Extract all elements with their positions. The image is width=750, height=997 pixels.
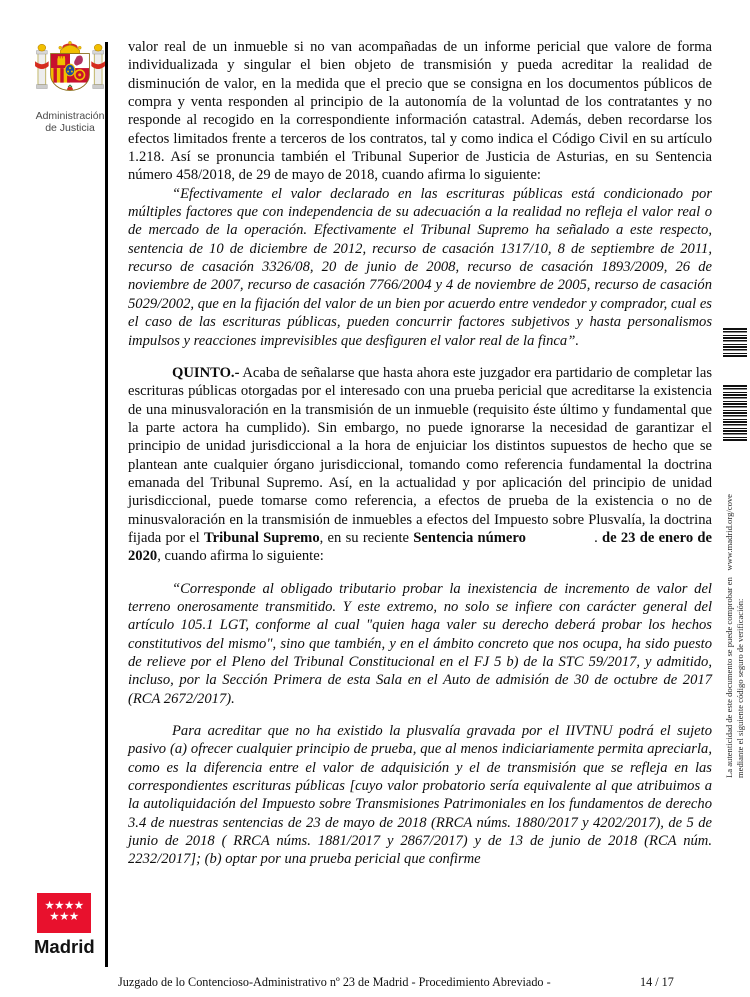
paragraph-run-bold: de 23 de enero de 2020 bbox=[128, 529, 713, 565]
paragraph bbox=[128, 580, 712, 708]
madrid-logo bbox=[30, 893, 110, 958]
margin-divider-line bbox=[105, 42, 108, 967]
justice-caption-line2: de Justicia bbox=[45, 121, 95, 134]
madrid-stars-bottom: ★★★ bbox=[49, 911, 79, 923]
barcode-icon-top bbox=[723, 328, 747, 357]
paragraph-run-bold: Sentencia número bbox=[413, 529, 526, 546]
paragraph-run: , cuando afirma lo siguiente: bbox=[157, 548, 324, 565]
paragraph-run: “Efectivamente el valor declarado en las escrituras públicas está condicionado por múltiples factores que con independencia de su adecuación a la realidad no refleja el valor real o de mercado de la operación. Efectivamente el Tribunal Supremo ha señalado a este respecto, sentencia de 10 de diciembre de 2012, recurso de casación 1317/10, 8 de septiembre de 2011, recurso de casación 3326/08, 20 de junio de 2008, recurso de casación 1893/2009, 26 de noviembre de 2007, recurso de casación 7766/2004 y 4 de noviembre de 2005, recurso de casación 5029/2002, que en la fijación del valor de un bien por acuerdo entre vendedor y comprador, cual es el caso de las escrituras públicas, pueden concurrir factores subjetivos y hasta personalismos impulsos y reacciones imprevisibles que desfiguren el valor real de la finca”. bbox=[128, 185, 712, 349]
paragraph bbox=[128, 185, 712, 350]
verification-note-line2: mediante el siguiente código seguro de verificación: bbox=[734, 598, 745, 778]
paragraph-run: Acaba de señalarse que hasta ahora este juzgador era partidario de completar las escrituras públicas otorgadas por el interesado con una prueba pericial que acreditarse la existencia de una minusvaloración en la transmisión de un inmueble (requisito éste último y fundamental que la parte actora ha cumplido). Sin embargo, no puede ignorarse la necesidad de garantizar el principio de unidad jurisdiccional a la hora de enjuiciar los distintos supuestos de hecho que se plantean ante cualquier órgano jurisdiccional, tomando como referencia fundamental la doctrina emanada del Tribunal Supremo. Así, en la actualidad y por aplicación del principio de unidad jurisdiccional, puede tomarse como referencia, a efectos de prueba de la existencia o no de minusvaloración en la transmisión de inmuebles a efectos del Impuesto sobre Plusvalía, la doctrina fijada por el bbox=[128, 364, 712, 546]
footer bbox=[118, 975, 718, 990]
justice-logo-caption bbox=[28, 111, 112, 134]
paragraph-run-bold: QUINTO.- bbox=[172, 364, 240, 381]
justice-logo bbox=[28, 38, 112, 134]
paragraph bbox=[128, 722, 712, 869]
madrid-flag-icon bbox=[37, 893, 91, 933]
coat-of-arms-icon bbox=[33, 38, 107, 104]
paragraph bbox=[128, 38, 712, 185]
paragraph-run: Para acreditar que no ha existido la plusvalía gravada por el IIVTNU podrá el sujeto pasivo (a) ofrecer cualquier principio de prueba, que al menos indiciariamente permita apreciarla, como es la diferencia entre el valor de adquisición y el de transmisión que se refleja en las correspondientes escrituras públicas [cuyo valor probatorio sería equivalente al que atribuimos a la autoliquidación del Impuesto sobre Transmisiones Patrimoniales en los fundamentos de derecho 3.4 de nuestras sentencias de 23 de mayo de 2018 (RRCA núms. 1880/2017 y 4202/2017), de 5 de junio de 2018 ( RRCA núms. 1881/2017 y 2867/2017) y de 13 de junio de 2018 (RCA núm. 2232/2017]; (b) optar por una prueba pericial que confirme bbox=[128, 723, 712, 868]
document-paragraphs bbox=[128, 38, 712, 869]
paragraph-run: . bbox=[525, 529, 602, 546]
paragraph bbox=[128, 364, 712, 566]
paragraph-run-bold: Tribunal Supremo bbox=[204, 529, 320, 546]
madrid-stars-top: ★★★★ bbox=[44, 900, 84, 912]
paragraph-run: valor real de un inmueble si no van acompañadas de un informe pericial que valore de forma individualizada y singular el bien objeto de transmisión y pueda acreditar la realidad de disminución de valor, en la medida que el precio que se consigna en los documentos públicos de compra y venta responden al principio de la autonomía de la voluntad de los contratantes y no responde al recogido en la correspondiente información catastral. Además, deben recordarse los efectos limitados frente a terceros de los contratos, tal y como indica el Código Civil en su artículo 1.218. Así se pronuncia también el Tribunal Superior de Justicia de Asturias, en su Sentencia número 458/2018, de 29 de mayo de 2018, cuando afirma lo siguiente: bbox=[128, 39, 712, 184]
paragraph-run: “Corresponde al obligado tributario probar la inexistencia de incremento de valor del terreno onerosamente transmitido. Y este extremo, no solo se infiere con carácter general del artículo 105.1 LGT, conforme al cual "quien haga valer su derecho deberá probar los hechos constitutivos del mismo", sino que también, y en el ámbito concreto que nos ocupa, ha sido puesto de relieve por el Pleno del Tribunal Constitucional en el FJ 5 b) de la STC 59/2017, y admitido, incluso, por la Sección Primera de esta Sala en el Auto de admisión de 30 de octubre de 2017 (RCA 2672/2017). bbox=[128, 580, 712, 707]
footer-page-number: 14 / 17 bbox=[640, 975, 674, 989]
madrid-label: Madrid bbox=[34, 936, 95, 957]
verification-note-line1: La autenticidad de este documento se puede comprobar en www.madrid.org/cove bbox=[724, 494, 734, 778]
footer-court-text: Juzgado de lo Contencioso-Administrativo nº 23 de Madrid - Procedimiento Abreviado - bbox=[118, 975, 551, 989]
paragraph-run: , en su reciente bbox=[319, 529, 414, 546]
justice-caption-line1: Administración bbox=[35, 110, 105, 122]
verification-note bbox=[724, 446, 745, 778]
barcode-icon-bottom bbox=[723, 385, 747, 441]
